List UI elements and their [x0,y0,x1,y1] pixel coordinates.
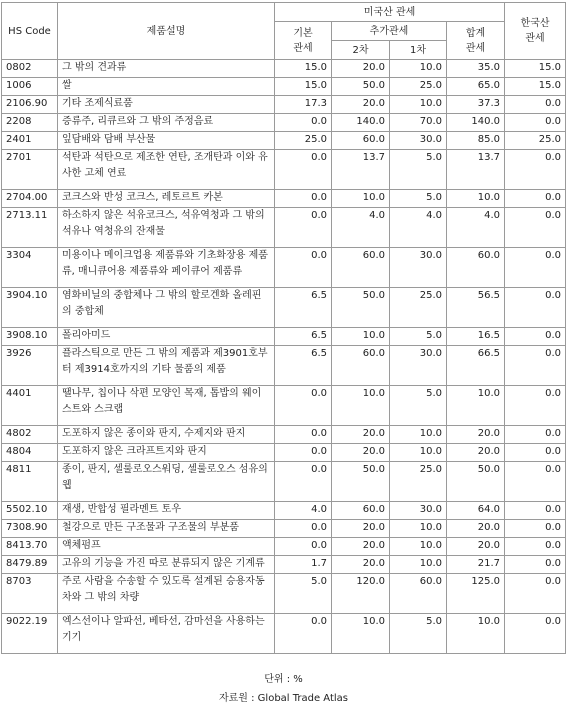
first-tariff-cell: 10.0 [390,60,447,78]
second-tariff-cell: 50.0 [332,78,390,96]
first-tariff-cell: 5.0 [390,614,447,654]
total-tariff-cell: 10.0 [447,386,505,426]
second-tariff-cell: 20.0 [332,538,390,556]
description-cell: 코크스와 반성 코크스, 레토르트 카본 [58,190,275,208]
table-row [2,288,566,328]
second-tariff-cell: 20.0 [332,520,390,538]
hs-code-cell: 9022.19 [2,614,58,654]
header-korea-line1: 한국산 [520,18,550,29]
korea-tariff-cell: 0.0 [505,328,566,346]
table-row [2,328,566,346]
total-tariff-cell: 20.0 [447,426,505,444]
hs-code-cell: 4804 [2,444,58,462]
header-korea-tariff [505,3,566,60]
korea-tariff-cell: 0.0 [505,520,566,538]
second-tariff-cell: 4.0 [332,208,390,248]
description-cell: 엑스선이나 알파선, 베타선, 감마선을 사용하는 기기 [58,614,275,654]
second-tariff-cell: 140.0 [332,114,390,132]
description-cell: 플라스틱으로 만든 그 밖의 제품과 제3901호부터 제3914호까지의 기타 물품의 제품 [58,346,275,386]
description-cell: 도포하지 않은 종이와 판지, 수제지와 판지 [58,426,275,444]
total-tariff-cell: 66.5 [447,346,505,386]
table-row [2,386,566,426]
hs-code-cell: 1006 [2,78,58,96]
hs-code-cell: 8703 [2,574,58,614]
korea-tariff-cell: 0.0 [505,556,566,574]
basic-tariff-cell: 0.0 [275,386,332,426]
description-cell: 증류주, 리큐르와 그 밖의 주정음료 [58,114,275,132]
header-basic-tariff [275,22,332,60]
first-tariff-cell: 70.0 [390,114,447,132]
table-row [2,502,566,520]
basic-tariff-cell: 6.5 [275,288,332,328]
description-cell: 주로 사람을 수송할 수 있도록 설계된 승용자동차와 그 밖의 차량 [58,574,275,614]
second-tariff-cell: 60.0 [332,502,390,520]
header-total-line2: 관세 [465,42,486,54]
total-tariff-cell: 35.0 [447,60,505,78]
total-tariff-cell: 50.0 [447,462,505,502]
description-cell: 미용이나 메이크업용 제품류와 기초화장용 제품류, 매니큐어용 제품류와 페이큐어 제품류 [58,248,275,288]
basic-tariff-cell: 1.7 [275,556,332,574]
first-tariff-cell: 30.0 [390,346,447,386]
korea-tariff-cell: 0.0 [505,462,566,502]
first-tariff-cell: 25.0 [390,288,447,328]
hs-code-cell: 2106.90 [2,96,58,114]
first-tariff-cell: 10.0 [390,96,447,114]
basic-tariff-cell: 0.0 [275,248,332,288]
total-tariff-cell: 65.0 [447,78,505,96]
total-tariff-cell: 140.0 [447,114,505,132]
basic-tariff-cell: 0.0 [275,614,332,654]
total-tariff-cell: 4.0 [447,208,505,248]
first-tariff-cell: 5.0 [390,150,447,190]
description-cell: 도포하지 않은 크라프트지와 판지 [58,444,275,462]
first-tariff-cell: 10.0 [390,426,447,444]
header-second: 2차 [332,41,390,60]
table-body [2,60,566,654]
basic-tariff-cell: 15.0 [275,60,332,78]
hs-code-cell: 4811 [2,462,58,502]
table-row [2,60,566,78]
description-cell: 고유의 기능을 가진 따로 분류되지 않은 기계류 [58,556,275,574]
second-tariff-cell: 120.0 [332,574,390,614]
basic-tariff-cell: 0.0 [275,190,332,208]
header-total-line1: 합계 [465,27,486,39]
first-tariff-cell: 30.0 [390,248,447,288]
header-hs-code: HS Code [2,3,58,60]
first-tariff-cell: 5.0 [390,328,447,346]
description-cell: 폴리아미드 [58,328,275,346]
total-tariff-cell: 64.0 [447,502,505,520]
basic-tariff-cell: 0.0 [275,208,332,248]
table-row [2,78,566,96]
hs-code-cell: 2208 [2,114,58,132]
table-row [2,96,566,114]
korea-tariff-cell: 0.0 [505,386,566,426]
hs-code-cell: 3304 [2,248,58,288]
description-cell: 잎담배와 담배 부산물 [58,132,275,150]
second-tariff-cell: 60.0 [332,132,390,150]
table-row [2,520,566,538]
second-tariff-cell: 13.7 [332,150,390,190]
korea-tariff-cell: 0.0 [505,346,566,386]
korea-tariff-cell: 0.0 [505,190,566,208]
description-cell: 액체펌프 [58,538,275,556]
table-row [2,150,566,190]
second-tariff-cell: 10.0 [332,614,390,654]
table-row [2,346,566,386]
table-row [2,444,566,462]
korea-tariff-cell: 0.0 [505,208,566,248]
total-tariff-cell: 16.5 [447,328,505,346]
hs-code-cell: 2704.00 [2,190,58,208]
korea-tariff-cell: 0.0 [505,114,566,132]
korea-tariff-cell: 0.0 [505,444,566,462]
table-row [2,114,566,132]
hs-code-cell: 0802 [2,60,58,78]
first-tariff-cell: 30.0 [390,502,447,520]
header-total-tariff [447,22,505,60]
second-tariff-cell: 20.0 [332,556,390,574]
hs-code-cell: 8413.70 [2,538,58,556]
total-tariff-cell: 37.3 [447,96,505,114]
description-cell: 재생, 반합성 필라멘트 토우 [58,502,275,520]
unit-note: 단위 : % [264,674,303,685]
header-us-tariff: 미국산 관세 [275,3,505,22]
hs-code-cell: 8479.89 [2,556,58,574]
basic-tariff-cell: 17.3 [275,96,332,114]
second-tariff-cell: 20.0 [332,60,390,78]
second-tariff-cell: 50.0 [332,288,390,328]
table-row [2,556,566,574]
total-tariff-cell: 10.0 [447,614,505,654]
table-row [2,538,566,556]
second-tariff-cell: 60.0 [332,346,390,386]
first-tariff-cell: 5.0 [390,386,447,426]
korea-tariff-cell: 0.0 [505,574,566,614]
table-row [2,190,566,208]
total-tariff-cell: 13.7 [447,150,505,190]
second-tariff-cell: 10.0 [332,386,390,426]
basic-tariff-cell: 0.0 [275,538,332,556]
basic-tariff-cell: 4.0 [275,502,332,520]
hs-code-cell: 3904.10 [2,288,58,328]
table-row [2,462,566,502]
basic-tariff-cell: 0.0 [275,444,332,462]
description-cell: 쌀 [58,78,275,96]
basic-tariff-cell: 25.0 [275,132,332,150]
basic-tariff-cell: 6.5 [275,328,332,346]
table-header [2,3,566,60]
description-cell: 기타 조제식료품 [58,96,275,114]
tariff-table [1,2,566,654]
description-cell: 땔나무, 칩이나 삭편 모양인 목재, 톱밥의 웨이스트와 스크랩 [58,386,275,426]
basic-tariff-cell: 0.0 [275,520,332,538]
description-cell: 석탄과 석탄으로 제조한 연탄, 조개탄과 이와 유사한 고체 연료 [58,150,275,190]
description-cell: 염화비닐의 중합체나 그 밖의 할로겐화 올레핀의 중합체 [58,288,275,328]
first-tariff-cell: 10.0 [390,556,447,574]
header-first: 1차 [390,41,447,60]
total-tariff-cell: 20.0 [447,520,505,538]
total-tariff-cell: 21.7 [447,556,505,574]
hs-code-cell: 2713.11 [2,208,58,248]
total-tariff-cell: 56.5 [447,288,505,328]
header-basic-line1: 기본 [293,27,313,39]
header-korea-line2: 관세 [525,33,545,44]
korea-tariff-cell: 25.0 [505,132,566,150]
second-tariff-cell: 10.0 [332,328,390,346]
table-row [2,574,566,614]
korea-tariff-cell: 0.0 [505,288,566,328]
first-tariff-cell: 10.0 [390,444,447,462]
basic-tariff-cell: 0.0 [275,462,332,502]
second-tariff-cell: 20.0 [332,96,390,114]
table-row [2,426,566,444]
second-tariff-cell: 10.0 [332,190,390,208]
first-tariff-cell: 25.0 [390,462,447,502]
korea-tariff-cell: 0.0 [505,614,566,654]
basic-tariff-cell: 15.0 [275,78,332,96]
first-tariff-cell: 30.0 [390,132,447,150]
table-row [2,614,566,654]
total-tariff-cell: 20.0 [447,444,505,462]
basic-tariff-cell: 0.0 [275,426,332,444]
basic-tariff-cell: 5.0 [275,574,332,614]
hs-code-cell: 3926 [2,346,58,386]
table-row [2,208,566,248]
basic-tariff-cell: 6.5 [275,346,332,386]
hs-code-cell: 5502.10 [2,502,58,520]
korea-tariff-cell: 15.0 [505,78,566,96]
hs-code-cell: 3908.10 [2,328,58,346]
first-tariff-cell: 10.0 [390,520,447,538]
first-tariff-cell: 25.0 [390,78,447,96]
korea-tariff-cell: 0.0 [505,502,566,520]
second-tariff-cell: 20.0 [332,426,390,444]
second-tariff-cell: 60.0 [332,248,390,288]
description-cell: 철강으로 만든 구조물과 구조물의 부분품 [58,520,275,538]
header-basic-line2: 관세 [293,42,313,54]
first-tariff-cell: 4.0 [390,208,447,248]
hs-code-cell: 4802 [2,426,58,444]
first-tariff-cell: 10.0 [390,538,447,556]
description-cell: 종이, 판지, 셀룰로오스워딩, 셀룰로오스 섬유의 웹 [58,462,275,502]
basic-tariff-cell: 0.0 [275,150,332,190]
korea-tariff-cell: 15.0 [505,60,566,78]
first-tariff-cell: 5.0 [390,190,447,208]
second-tariff-cell: 20.0 [332,444,390,462]
hs-code-cell: 4401 [2,386,58,426]
hs-code-cell: 2401 [2,132,58,150]
description-cell: 하소하지 않은 석유코크스, 석유역청과 그 밖의 석유나 역청유의 잔재물 [58,208,275,248]
total-tariff-cell: 10.0 [447,190,505,208]
hs-code-cell: 7308.90 [2,520,58,538]
total-tariff-cell: 60.0 [447,248,505,288]
total-tariff-cell: 125.0 [447,574,505,614]
source-note: 자료원 : Global Trade Atlas [218,693,349,704]
basic-tariff-cell: 0.0 [275,114,332,132]
header-additional-tariff: 추가관세 [332,22,447,41]
korea-tariff-cell: 0.0 [505,150,566,190]
description-cell: 그 밖의 견과류 [58,60,275,78]
total-tariff-cell: 20.0 [447,538,505,556]
korea-tariff-cell: 0.0 [505,538,566,556]
total-tariff-cell: 85.0 [447,132,505,150]
korea-tariff-cell: 0.0 [505,96,566,114]
table-row [2,248,566,288]
hs-code-cell: 2701 [2,150,58,190]
korea-tariff-cell: 0.0 [505,248,566,288]
second-tariff-cell: 50.0 [332,462,390,502]
korea-tariff-cell: 0.0 [505,426,566,444]
table-row [2,132,566,150]
first-tariff-cell: 60.0 [390,574,447,614]
header-description: 제품설명 [58,3,275,60]
